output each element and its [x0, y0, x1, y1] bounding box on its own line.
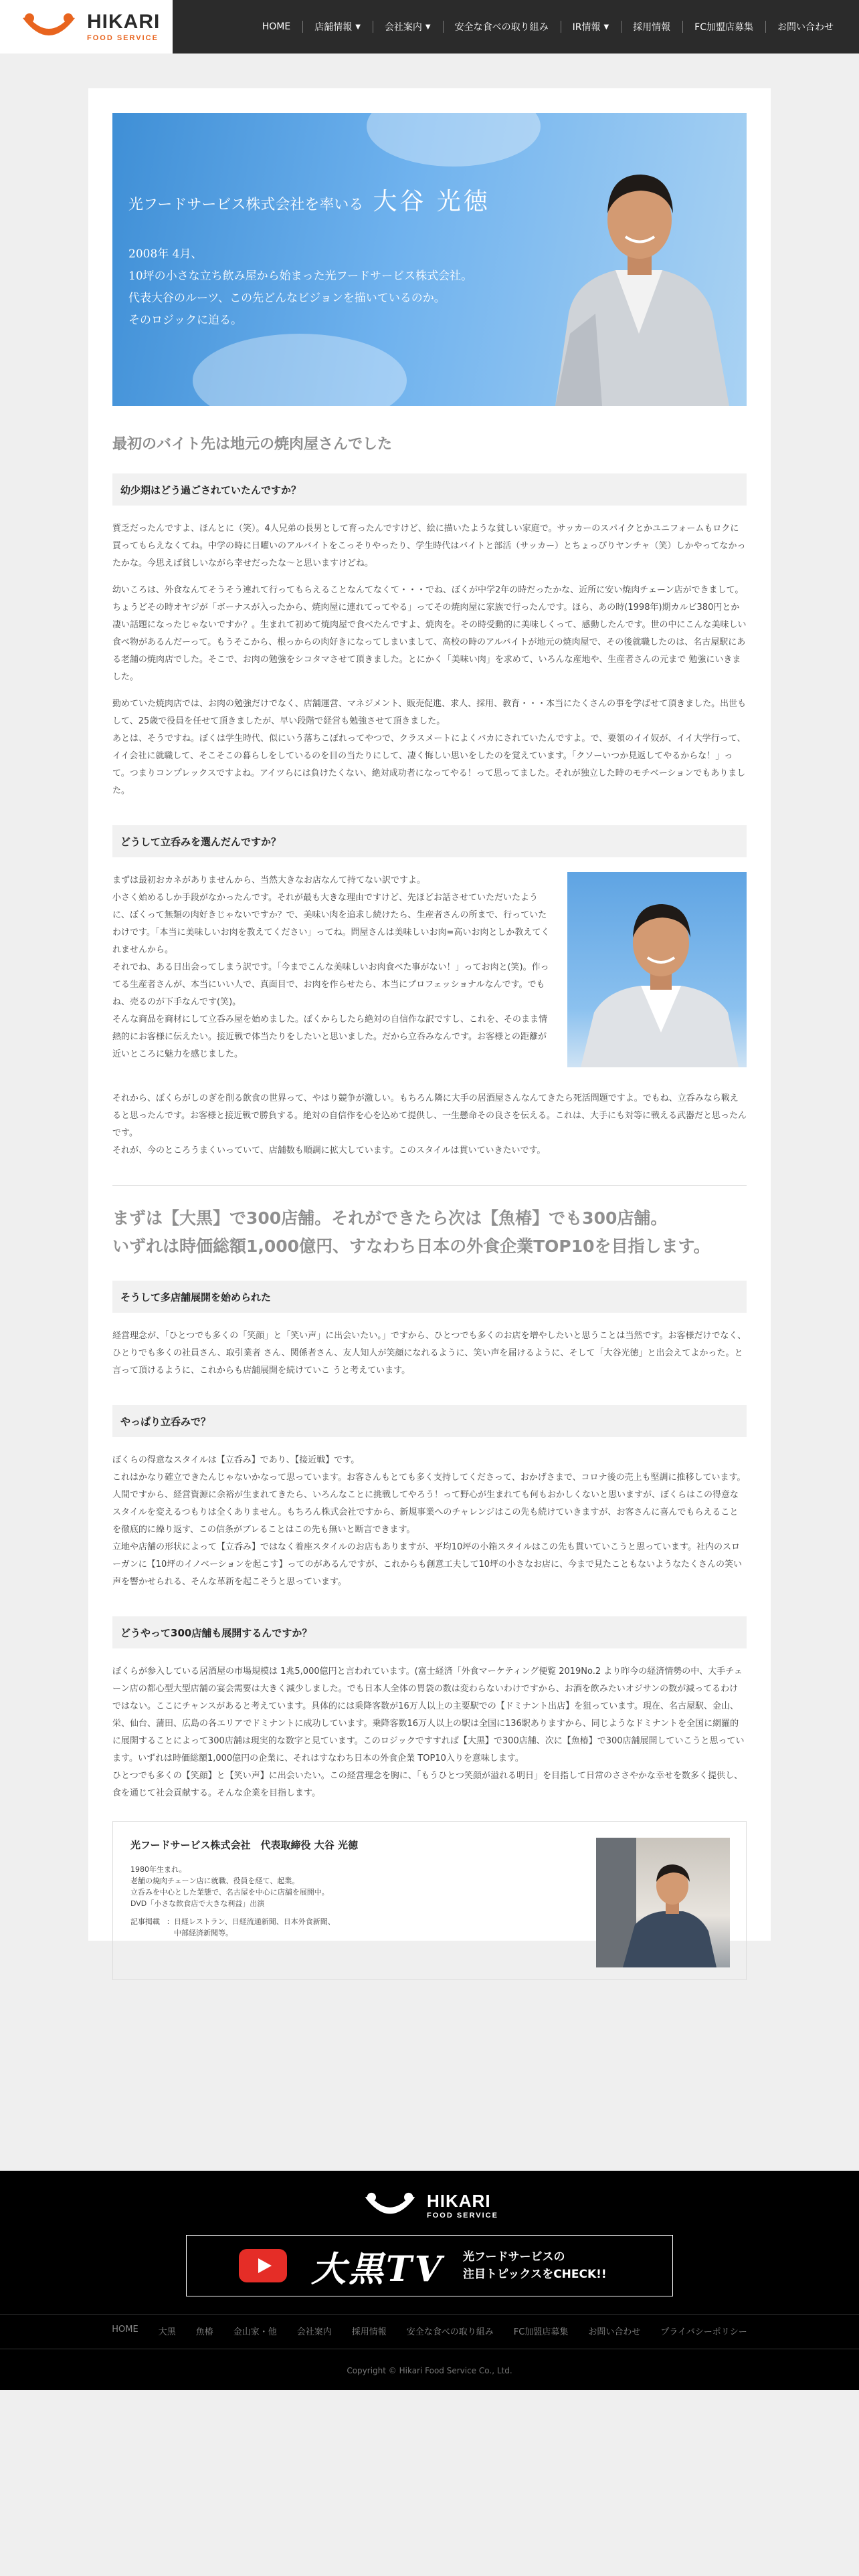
nav-home[interactable]: HOME — [262, 21, 291, 32]
global-nav — [250, 0, 846, 53]
nav-recruit[interactable]: 採用情報 — [621, 20, 682, 33]
section-divider — [112, 1185, 747, 1186]
ceo-portrait-photo — [529, 113, 747, 406]
hero-line: 代表大谷のルーツ、この先どんなビジョンを描いているのか。 — [128, 292, 446, 305]
question-heading: やっぱり立呑みで？ — [112, 1405, 747, 1437]
footer-link-kanayamaya[interactable]: 金山家・他 — [233, 2327, 277, 2337]
press-line: ：日経レストラン、日経流通新聞、日本外食新聞、 — [167, 1917, 335, 1926]
nav-company[interactable]: 会社案内 ▼ — [373, 20, 443, 33]
portrait-illustration — [567, 872, 747, 1067]
answer-paragraph: 質乏だったんですよ、ほんとに（笑）。4人兄弟の長男として育ったんですけど、絵に描いたような貧しい家庭で。サッカーのスパイクとかユニフォームもロクに買ってもらえなくてね。中学の時に日曜いのアルバイトをこっそりやったり、学生時代はバイトと部活（サッカー）とちょっぴりヤンチャ（笑）しかやってなかったかな。今思えば貧しいながら幸せだったな～と思いますけどね。 — [112, 524, 746, 568]
profile-line: 立呑みを中心とした業態で、名古屋を中心に店舗を展開中。 — [130, 1888, 329, 1897]
question-heading: どうして立呑みを選んだんですか？ — [112, 825, 747, 857]
hero-line: 2008年 4月、 — [128, 247, 203, 261]
smile-logo-icon — [361, 2191, 419, 2220]
press-line: 中部経済新聞等。 — [167, 1929, 233, 1937]
footer-link-recruit[interactable]: 採用情報 — [351, 2327, 387, 2337]
footer-link-fc[interactable]: FC加盟店募集 — [513, 2327, 569, 2337]
logo-wordmark: HIKARI — [87, 10, 161, 33]
hero-copy — [128, 183, 490, 332]
nav-ir[interactable]: IR情報 ▼ — [561, 20, 622, 33]
answer-paragraph: ぼくらが参入している居酒屋の市場規模は 1兆5,000億円と言われています。(富士経済「外食マーケティング便覧 2019No.2 より昨今の経済情勢の中、大手チェーン店の都心型大型店舗の宴会需要は大きく減少しました。でも日本人全体の胃袋の数は変わらないわけですから、お酒を飲みたいオジサンの数が減ってるわけではない。ここにチャンスがあると考えています。具体的には乗降客数が16万人以上の主要駅での【ドミナント出店】を狙っています。現在、名古屋駅、金山、栄、仙台、蒲田、広島の各エリアでドミナントに成功しています。乗降客数16万人以上の駅は全国に136駅ありますから、同じようなドミナントを全国に網羅的に展開することによって300店舗は現実的な数字と見ています。このロジックですすれば【大黒】で300店舗、次に【魚椿】で300店舗展開していこうと思っています。いずれは時価総額1,000億円の企業に、それはすなわち日本の外食企業 TOP10入りを意味します。 ひとつでも多くの【笑顔】と【笑い声】に出会いたい。この経営理念を胸に、「もうひとつ笑顔が溢れる明日」を目指して日常のささやかな幸せを数多く提供し、食を通じて社会貢献する。そんな企業を目指します。 — [112, 1667, 745, 1798]
question-heading: 幼少期はどう過ごされていたんですか？ — [112, 473, 747, 506]
daikoku-tv-banner[interactable] — [186, 2235, 673, 2296]
press-label: 記事掲載 — [130, 1917, 160, 1926]
chevron-down-icon: ▼ — [603, 23, 609, 31]
smile-logo-icon — [19, 11, 79, 42]
footer-link-privacy[interactable]: プライバシーポリシー — [660, 2327, 747, 2337]
chevron-down-icon: ▼ — [425, 23, 431, 31]
interview-article — [88, 88, 771, 1941]
ceo-profile-box — [112, 1821, 747, 1980]
profile-line: 1980年生まれ。 — [130, 1865, 187, 1874]
site-logo[interactable] — [0, 0, 173, 53]
footer-nav — [0, 2325, 859, 2337]
logo-wordmark: HIKARI — [427, 2190, 491, 2211]
site-header — [0, 0, 859, 53]
hero-banner — [112, 113, 747, 406]
site-footer — [0, 2171, 859, 2390]
question-heading: どうやって300店舗も展開するんですか？ — [112, 1616, 747, 1648]
footer-link-daikoku[interactable]: 大黒 — [158, 2327, 176, 2337]
vision-quote — [112, 1204, 747, 1261]
hero-line: そのロジックに迫る。 — [128, 314, 242, 327]
youtube-icon — [239, 2249, 287, 2282]
tv-caption: 光フードサービスの — [463, 2250, 565, 2264]
answer-paragraph: ぼくらの得意なスタイルは【立呑み】であり、【接近戦】です。 これはかなり確立できたんじゃないかなって思っています。お客さんもとても多く支持してくださって、おかげさまで、コロナ後の売上も堅調に推移しています。人間ですから、経営資源に余裕が生まれてきたら、いろんなことに挑戦してやろう！って野心が生まれても何もおかしくないと思いますが、ぼくらはこの得意なスタイルを変えるつもりは全くありません。もちろん株式会社ですから、新規事業へのチャレンジはこの先も続けていきますが、お客さんに喜んでもらえることを徹底的に繰り返す、この信条がブレることはこの先も無いと断言できます。 立地や店舗の形状によって【立呑み】ではなく着座スタイルのお店もありますが、平均10坪の小箱スタイルはこの先も貫いていこうと思っています。社内のスローガンに【10坪のイノベーションを起こす】ってのがあるんですが、これからも創意工夫して10坪の小さなお店に、今まで見たこともないようなたくさんの笑い声を響かせられる、そんな革新を起こそうと思っています。 — [112, 1455, 746, 1587]
answer-paragraph: 勤めていた焼肉店では、お肉の勉強だけでなく、店舗運営、マネジメント、販売促進、求人、採用、教育・・・本当にたくさんの事を学ばせて頂きました。出世もして、25歳で役員を任せて頂きましたが、早い段階で経営も勉強させて頂きました。 あとは、そうですね。ぼくは学生時代、似にいう落ちこぼれってやつで、クラスメートによくバカにされていたんですよ。で、要領のイイ奴が、イイ大学行って、イイ会社に就職して、そこそこの暮らしをしているのを目の当たりにして、凄く悔しい思いをしたのを覚えています。「クソーいつか見返してやるからな！」って。つまりコンプレックスですよね。アイツらには負けたくない、絶対成功者になってやる！って思ってました。それが独立した時のモチベーションでもありました。 — [112, 699, 747, 796]
profile-line: DVD「小さな飲食店で大きな利益」出演 — [130, 1899, 265, 1908]
logo-subtitle: FOOD SERVICE — [427, 2211, 498, 2220]
footer-link-uotsubaki[interactable]: 魚椿 — [195, 2327, 213, 2337]
profile-line: 老舗の焼肉チェーン店に就職、役員を経て、起業。 — [130, 1876, 300, 1885]
tv-brand-title: 大黒TV — [311, 2248, 445, 2290]
tv-caption: 注目トピックスをCHECK!! — [463, 2268, 607, 2281]
vision-quote-line: いずれは時価総額1,000億円、すなわち日本の外食企業TOP10を目指します。 — [112, 1237, 710, 1256]
answer-paragraph: 経営理念が、「ひとつでも多くの「笑顔」と「笑い声」に出会いたい。」ですから、ひとつでも多くのお店を増やしたいと思うことは当然です。お客様だけでなく、ひとりでも多くの社員さん、取引業者 さん、関係者さん、友人知人が笑顔になれるように、笑い声を届けるように、そして「大谷光徳」と出会えてよかった。と言って頂けるように、これからも店舗展開を続けていこ うと考えています。 — [112, 1331, 747, 1376]
profile-photo — [596, 1838, 730, 1967]
chevron-down-icon: ▼ — [355, 23, 361, 31]
nav-stores[interactable]: 店舗情報 ▼ — [302, 20, 373, 33]
copyright: Copyright © Hikari Food Service Co., Ltd. — [347, 2366, 512, 2375]
profile-portrait — [596, 1838, 730, 1967]
profile-name: 光フードサービス株式会社 代表取締役 大谷 光徳 — [130, 1839, 358, 1851]
nav-contact[interactable]: お問い合わせ — [765, 20, 846, 33]
hero-title-name: 大谷 光徳 — [373, 188, 490, 215]
footer-link-food-safety[interactable]: 安全な食べの取り組み — [406, 2327, 494, 2337]
nav-food-safety[interactable]: 安全な食べの取り組み — [443, 20, 561, 33]
vision-quote-line: まずは【大黒】で300店舗。それができたら次は【魚椿】でも300店舗。 — [112, 1208, 668, 1228]
answer-paragraph: まずは最初おカネがありませんから、当然大きなお店なんて持てない訳ですよ。 小さく始めるしか手段がなかったんです。それが最も大きな理由ですけど、先ほどお話させていただいたように、ぼくって無類の肉好きじゃないですか？で、美味い肉を追求し続けたら、生産者さんの所まで、行っていたわけです。「本当に美味しいお肉を教えてください」ってね。問屋さんは美味しいお肉=高いお肉としか教えてくれませんから。 それでね、ある日出会ってしまう訳です。「今までこんな美味しいお肉食べた事がない！」ってお肉と(笑)。作ってる生産者さんが、本当にいい人で、真面目で、お肉を作らせたら、本当にプロフェッショナルなんです。でもね、売るのが下手なんです(笑)。 そんな商品を商材にして立呑み屋を始めました。ぼくからしたら絶対の自信作な訳ですし、これを、そのまま情熱的にお客様に伝えたい。接近戦で体当たりをしたいと思いました。だから立呑みなんです。お客様との距離が近いところに魅力を感じました。 — [112, 875, 550, 1059]
answer-paragraph: それから、ぼくらがしのぎを削る飲食の世界って、やはり競争が激しい。もちろん隣に大手の居酒屋さんなんてきたら死活問題ですよ。でもね、立呑みなら戦えると思ったんです。お客様と接近戦で勝負する。絶対の自信作を心を込めて提供し、一生懸命その良さを伝える。これは、大手にも対等に戦える武器だと思ったんです。 それが、今のところうまくいっていて、店舗数も順調に拡大しています。このスタイルは貫いていきたいです。 — [112, 1093, 747, 1156]
hero-line: 10坪の小さな立ち飲み屋から始まった光フードサービス株式会社。 — [128, 270, 473, 283]
logo-subtitle: FOOD SERVICE — [87, 33, 159, 42]
hero-title-prefix: 光フードサービス株式会社を率いる — [128, 197, 364, 213]
footer-link-home[interactable]: HOME — [112, 2325, 138, 2335]
footer-link-company[interactable]: 会社案内 — [296, 2327, 332, 2337]
footer-logo[interactable] — [361, 2191, 498, 2220]
nav-fc[interactable]: FC加盟店募集 — [682, 20, 765, 33]
answer-paragraph: 幼いころは、外食なんてそうそう連れて行ってもらえることなんてなくて・・・でね、ぼくが中学2年の時だったかな、近所に安い焼肉チェーン店ができまして。ちょうどその時オヤジが「ボーナスが入ったから、焼肉屋に連れてってやる」ってその焼肉屋に家族で行ったんです。ほら、あの時(1998年)期カルビ380円とか凄い話題になったじゃないですか？。生まれて初めて焼肉屋で食べたんですよ、焼肉を。その時受動的に美味しくって、感動したんです。世の中にこんな美味しい食べ物があるんだーって。もうそこから、根っからの肉好きになってしまいまして、高校の時のアルバイトが地元の焼肉屋で、その後就職したのは、名古屋駅にある老舗の焼肉店でした。そこで、お肉の勉強をシコタマさせて頂きました。とにかく「美味い肉」を求めて、いろんな産地や、生産者さんの元まで 勉強にいきました。 — [112, 585, 747, 682]
footer-link-contact[interactable]: お問い合わせ — [588, 2327, 641, 2337]
question-heading: そうして多店舗展開を始められた — [112, 1281, 747, 1313]
ceo-smiling-photo — [567, 872, 747, 1067]
section-title: 最初のバイト先は地元の焼肉屋さんでした — [112, 436, 393, 453]
